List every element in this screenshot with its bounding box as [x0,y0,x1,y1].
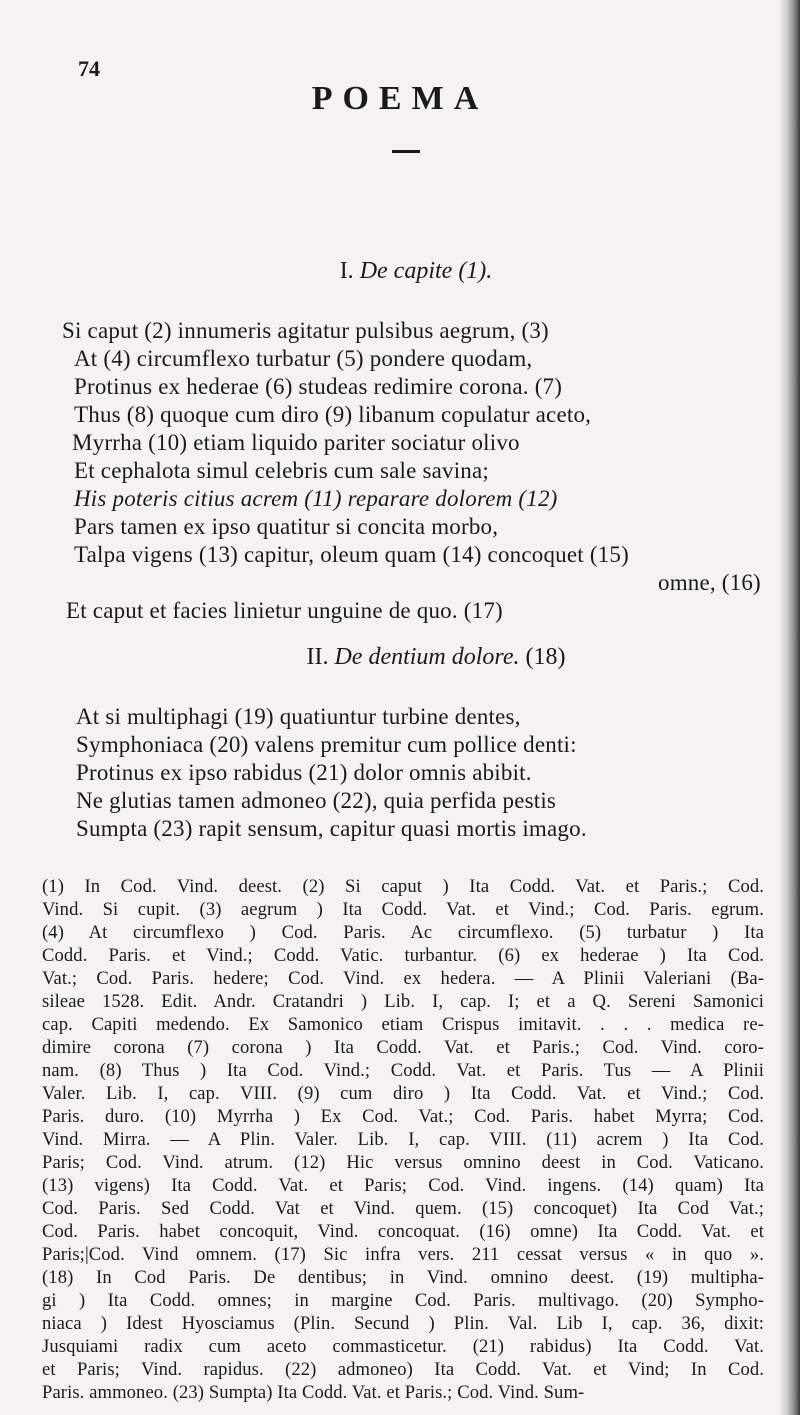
footnote-line: nam. (8) Thus ) Ita Cod. Vind.; Codd. Vat. et Paris. Tus — A Plinii [42,1060,764,1081]
footnote-line: niaca ) Idest Hyosciamus (Plin. Secund ) Plin. Val. Lib I, cap. 36, dixit: [42,1313,764,1334]
section-2-number: II. [306,644,329,670]
footnote-line: Codd. Paris. et Vind.; Codd. Vatic. turbantur. (6) ex hederae ) Ita Cod. [42,945,764,966]
footnote-line: Valer. Lib. I, cap. VIII. (9) cum diro ) Ita Codd. Vat. et Vind.; Cod. [42,1083,764,1104]
section-2-note-ref: (18) [525,644,566,670]
section-1-heading [16,258,800,285]
verse-line: His poteris citius acrem (11) reparare dolorem (12) [74,486,558,511]
section-1-title: De capite (1). [359,258,493,284]
verse-line: Ne glutias tamen admoneo (22), quia perfida pestis [76,788,557,813]
page-number: 74 [78,56,100,81]
running-head: POEMA [311,80,489,117]
footnote-line: sileae 1528. Edit. Andr. Cratandri ) Lib. I, cap. I; et a Q. Sereni Samonici [42,991,764,1012]
footnote-line: Paris; Cod. Vind. atrum. (12) Hic versus omnino deest in Cod. Vaticano. [42,1152,764,1173]
section-1-number: I. [339,258,354,284]
section-2-heading [36,644,800,671]
verse-line: Talpa vigens (13) capitur, oleum quam (14) concoquet (15) [74,542,629,567]
verse-line: omne, (16) [658,570,761,595]
verse-line: Sumpta (23) rapit sensum, capitur quasi mortis imago. [76,816,587,841]
head-rule [392,150,420,153]
footnote-line: cap. Capiti medendo. Ex Samonico etiam Crispus imitavit. . . . medica re- [42,1014,764,1035]
footnote-line: Vind. Si cupit. (3) aegrum ) Ita Codd. Vat. et Vind.; Cod. Paris. egrum. [42,899,764,920]
verse-line: Protinus ex hederae (6) studeas redimire corona. (7) [74,374,563,399]
verse-line: Symphoniaca (20) valens premitur cum pollice denti: [76,732,577,757]
footnote-line: Cod. Paris. Sed Codd. Vat et Vind. quem. (15) concoquet) Ita Cod Vat.; [42,1198,764,1219]
verse-line: Thus (8) quoque cum diro (9) libanum copulatur aceto, [74,402,592,427]
footnote-line: Jusquiami radix cum aceto commasticetur. (21) rabidus) Ita Codd. Vat. [42,1336,764,1357]
footnote-line: gi ) Ita Codd. omnes; in margine Cod. Paris. multivago. (20) Sympho- [42,1290,764,1311]
footnote-line: (4) At circumflexo ) Cod. Paris. Ac circumflexo. (5) turbatur ) Ita [42,922,764,943]
footnote-line: Cod. Paris. habet concoquit, Vind. concoquat. (16) omne) Ita Codd. Vat. et [42,1221,764,1242]
footnote-line: Vind. Mirra. — A Plin. Valer. Lib. I, cap. VIII. (11) acrem ) Ita Cod. [42,1129,764,1150]
footnote-line: Paris. duro. (10) Myrrha ) Ex Cod. Vat.; Cod. Paris. habet Myrra; Cod. [42,1106,764,1127]
verse-line: At si multiphagi (19) quatiuntur turbine dentes, [76,704,521,729]
verse-line: Pars tamen ex ipso quatitur si concita morbo, [74,514,499,539]
footnote-line: dimire corona (7) corona ) Ita Codd. Vat. et Paris.; Cod. Vind. coro- [42,1037,764,1058]
footnote-line: Paris. ammoneo. (23) Sumpta) Ita Codd. Vat. et Paris.; Cod. Vind. Sum- [42,1382,585,1403]
verse-line: Protinus ex ipso rabidus (21) dolor omnis abibit. [76,760,532,785]
verse-line: Et caput et facies linietur unguine de quo. (17) [66,598,503,623]
footnote-line: (18) In Cod Paris. De dentibus; in Vind. omnino deest. (19) multipha- [42,1267,764,1288]
footnote-line: (1) In Cod. Vind. deest. (2) Si caput ) Ita Codd. Vat. et Paris.; Cod. [42,876,764,897]
verse-line: Si caput (2) innumeris agitatur pulsibus aegrum, (3) [62,318,549,343]
footnote-line: et Paris; Vind. rapidus. (22) admoneo) Ita Codd. Vat. et Vind; In Cod. [42,1359,764,1380]
footnote-line: Vat.; Cod. Paris. hedere; Cod. Vind. ex hedera. — A Plinii Valeriani (Ba- [42,968,764,989]
verse-line: At (4) circumflexo turbatur (5) pondere quodam, [74,346,533,371]
verse-line: Et cephalota simul celebris cum sale savina; [74,458,489,483]
footnote-line: Paris;|Cod. Vind omnem. (17) Sic infra vers. 211 cessat versus « in quo ». [42,1244,764,1265]
section-2-title: De dentium dolore. [334,644,520,670]
verse-line: Myrrha (10) etiam liquido pariter sociatur olivo [72,430,520,455]
footnote-line: (13) vigens) Ita Codd. Vat. et Paris; Cod. Vind. ingens. (14) quam) Ita [42,1175,764,1196]
